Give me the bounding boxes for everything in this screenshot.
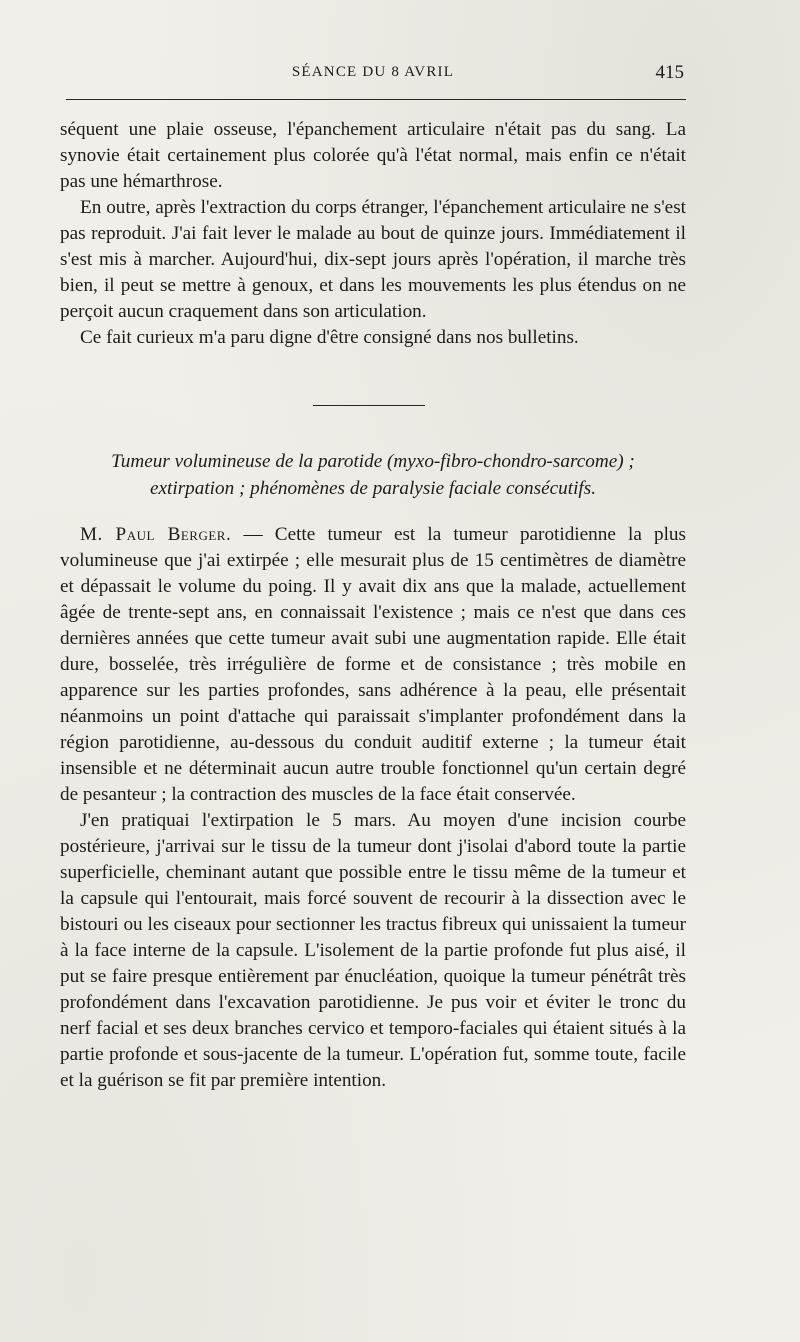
article-title (60, 448, 686, 502)
speaker-name: M. Paul Berger. (80, 524, 232, 545)
paragraph: J'en pratiquai l'extirpation le 5 mars. Au moyen d'une incision courbe postérieure, j'arrivai sur le tissu de la tumeur dont j'isolai d'abord toute la partie superficielle, cheminant autant que possible entre le tissu même de la tumeur et la capsule qui l'entourait, mais forcé souvent de recourir à la dissection avec le bistouri ou les ciseaux pour sectionner les tractus fibreux qui unissaient la tumeur à la face interne de la capsule. L'isolement de la partie profonde fut plus aisé, il put se faire presque entièrement par énucléation, quoique la tumeur pénétrât très profondément dans l'excavation parotidienne. Je pus voir et éviter le tronc du nerf facial et ses deux branches cervico et temporo-faciales qui étaient situés à la partie profonde et sous-jacente de la tumeur. L'opération fut, somme toute, facile et la guérison se fit par première intention. (60, 810, 686, 1091)
page-number: 415 (655, 62, 684, 83)
title-line-2: extirpation ; phénomènes de paralysie faciale consécutifs. (150, 478, 596, 499)
paragraph: séquent une plaie osseuse, l'épanchement articulaire n'était pas du sang. La synovie était certainement plus colorée qu'à l'état normal, mais enfin ce n'était pas une hémarthrose. (60, 119, 686, 192)
paragraph-text: — Cette tumeur est la tumeur parotidienne la plus volumineuse que j'ai extirpée ; elle mesurait plus de 15 centimètres de diamètre et dépassait le volume du poing. Il y avait dix ans que la malade, actuellement âgée de trente-sept ans, en connaissait l'existence ; mais ce n'est que dans ces dernières années que cette tumeur avait subi une augmentation rapide. Elle était dure, bosselée, très irrégulière de forme et de consistance ; très mobile en apparence sur les parties profondes, sans adhérence à la peau, elle présentait néanmoins un point d'attache qui paraissait s'implanter profondément dans la région parotidienne, au-dessous du conduit auditif externe ; la tumeur était insensible et ne déterminait aucun autre trouble fonctionnel qu'un certain degré de pesanteur ; la contraction des muscles de la face était conservée. (60, 524, 686, 805)
article-body (60, 522, 686, 1094)
header-rule (66, 99, 686, 100)
paragraph: Ce fait curieux m'a paru digne d'être consigné dans nos bulletins. (80, 327, 579, 348)
section-continuation (60, 117, 686, 351)
section-separator (313, 405, 425, 406)
paragraph: En outre, après l'extraction du corps étranger, l'épanchement articulaire ne s'est pas reproduit. J'ai fait lever le malade au bout de quinze jours. Immédiatement il s'est mis à marcher. Aujourd'hui, dix-sept jours après l'opération, il marche très bien, il peut se mettre à genoux, et dans les mouvements les plus étendus on ne perçoit aucun craquement dans son articulation. (60, 197, 686, 322)
title-line-1: Tumeur volumineuse de la parotide (myxo-fibro-chondro-sarcome) ; (111, 451, 635, 472)
page-header (60, 62, 686, 86)
paragraph (60, 522, 686, 808)
running-title: SÉANCE DU 8 AVRIL (291, 64, 455, 80)
